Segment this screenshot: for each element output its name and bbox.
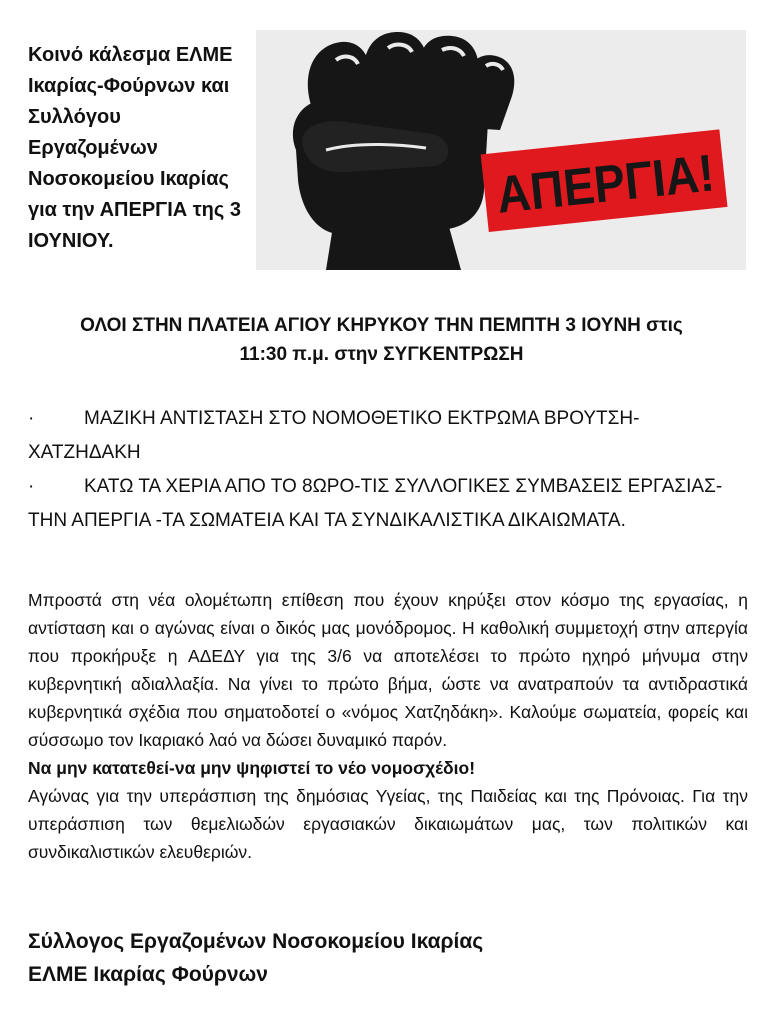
banner-text: ΑΠΕΡΓΙΑ! [494,141,744,225]
rally-headline [20,311,743,369]
flyer-body [28,586,748,866]
flyer-title: Κοινό κάλεσμα ΕΛΜΕ Ικαρίας-Φούρνων και Συλλόγου Εργαζομένων Νοσοκομείου Ικαρίας για την ΑΠΕΡΓΙΑ της 3 ΙΟΥΝΙΟΥ. [28,44,241,252]
bullet-marker: · [28,476,35,497]
signature-block [28,925,728,991]
demand-text: ΜΑΖΙΚΗ ΑΝΤΙΣΤΑΣΗ ΣΤΟ ΝΟΜΟΘΕΤΙΚΟ ΕΚΤΡΩΜΑ ΒΡΟΥΤΣΗ-ΧΑΤΖΗΔΑΚΗ [28,408,640,463]
body-paragraph: Αγώνας για την υπεράσπιση της δημόσιας Υγείας, της Παιδείας και της Πρόνοιας. Για την υπεράσπιση των θεμελιωδών εργασιακών δικαιωμάτων μας, των πολιτικών και συνδικαλιστικών ελευθεριών. [28,786,748,862]
signature-union: Σύλλογος Εργαζομένων Νοσοκομείου Ικαρίας [28,930,484,953]
signature-elme: ΕΛΜΕ Ικαρίας Φούρνων [28,963,268,986]
demand-text: ΚΑΤΩ ΤΑ ΧΕΡΙΑ ΑΠΟ ΤΟ 8ΩΡΟ-ΤΙΣ ΣΥΛΛΟΓΙΚΕΣ ΣΥΜΒΑΣΕΙΣ ΕΡΓΑΣΙΑΣ-ΤΗΝ ΑΠΕΡΓΙΑ -ΤΑ ΣΩΜΑΤΕΙΑ ΚΑΙ ΤΑ ΣΥΝΔΙΚΑΛΙΣΤΙΚΑ ΔΙΚΑΙΩΜΑΤΑ. [28,476,723,531]
body-slogan: Να μην κατατεθεί-να μην ψηφιστεί το νέο νομοσχέδιο! [28,758,476,778]
demand-item [28,470,740,538]
bullet-marker: · [28,408,35,429]
rally-headline-line-1: ΟΛΟΙ ΣΤΗΝ ΠΛΑΤΕΙΑ ΑΓΙΟΥ ΚΗΡΥΚΟΥ ΤΗΝ ΠΕΜΠΤΗ 3 ΙΟΥΝΗ στις [80,315,683,336]
raised-fist-strike-image [256,30,746,270]
demands-list [28,402,740,538]
demand-item [28,402,740,470]
raised-fist-icon [256,30,746,270]
body-paragraph: Μπροστά στη νέα ολομέτωπη επίθεση που έχουν κηρύξει στον κόσμο της εργασίας, η αντίσταση και ο αγώνας είναι ο δικός μας μονόδρομος. Η καθολική συμμετοχή στην απεργία που προκήρυξε η ΑΔΕΔΥ για της 3/6 να αποτελέσει το πρώτο ηχηρό μήνυμα στην κυβερνητική αδιαλλαξία. Να γίνει το πρώτο βήμα, ώστε να ανατραπούν τα αντιδραστικά κυβερνητικά σχέδια που σηματοδοτεί ο «νόμος Χατζηδάκη». Καλούμε σωματεία, φορείς και σύσσωμο τον Ικαριακό λαό να δώσει δυναμικό παρόν. [28,590,748,750]
rally-headline-line-2: 11:30 π.μ. στην ΣΥΓΚΕΝΤΡΩΣΗ [239,344,524,365]
